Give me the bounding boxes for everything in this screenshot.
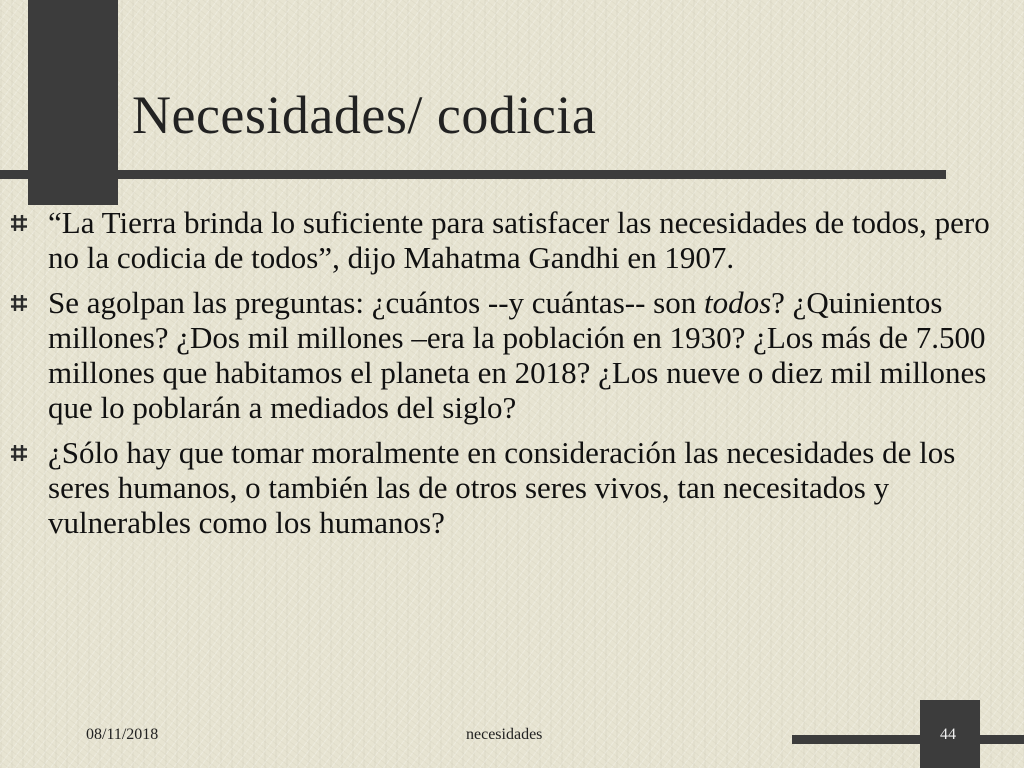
footer-date: 08/11/2018 (86, 726, 159, 743)
hash-bullet-icon (10, 214, 28, 232)
bullet-text (48, 285, 986, 425)
footer-topic: necesidades (466, 726, 543, 743)
page-number: 44 (940, 726, 956, 743)
hash-bullet-icon (10, 444, 28, 462)
bullet-item (0, 285, 1024, 425)
bullet-text-segment: Se agolpan las preguntas: ¿cuántos --y cuántas-- son (48, 285, 704, 320)
bullet-emphasis: todos (703, 285, 772, 320)
hash-bullet-icon (10, 294, 28, 312)
bullet-text-segment: ¿Sólo hay que tomar moralmente en consideración las necesidades de los seres humanos, o también las de otros seres vivos, tan necesitados y vulnerables como los humanos? (48, 435, 956, 540)
bullet-text (48, 435, 955, 540)
bullet-list (0, 205, 1024, 550)
slide-title: Necesidades/ codicia (132, 85, 597, 145)
bullet-item (0, 205, 1024, 275)
bullet-text (48, 205, 990, 275)
decorative-footer-rule (792, 735, 1024, 744)
decorative-title-rule (0, 170, 946, 179)
bullet-text-segment: “La Tierra brinda lo suficiente para satisfacer las necesidades de todos, pero no la codicia de todos”, dijo Mahatma Gandhi en 1907. (48, 205, 990, 275)
bullet-text-segment: ? ¿Quinientos millones? ¿Dos mil millones –era la población en 1930? ¿Los más de 7.500 millones que habitamos el planeta en 2018? ¿Los nueve o diez mil millones que lo poblarán a mediados del siglo? (48, 285, 987, 425)
bullet-item (0, 435, 1024, 540)
